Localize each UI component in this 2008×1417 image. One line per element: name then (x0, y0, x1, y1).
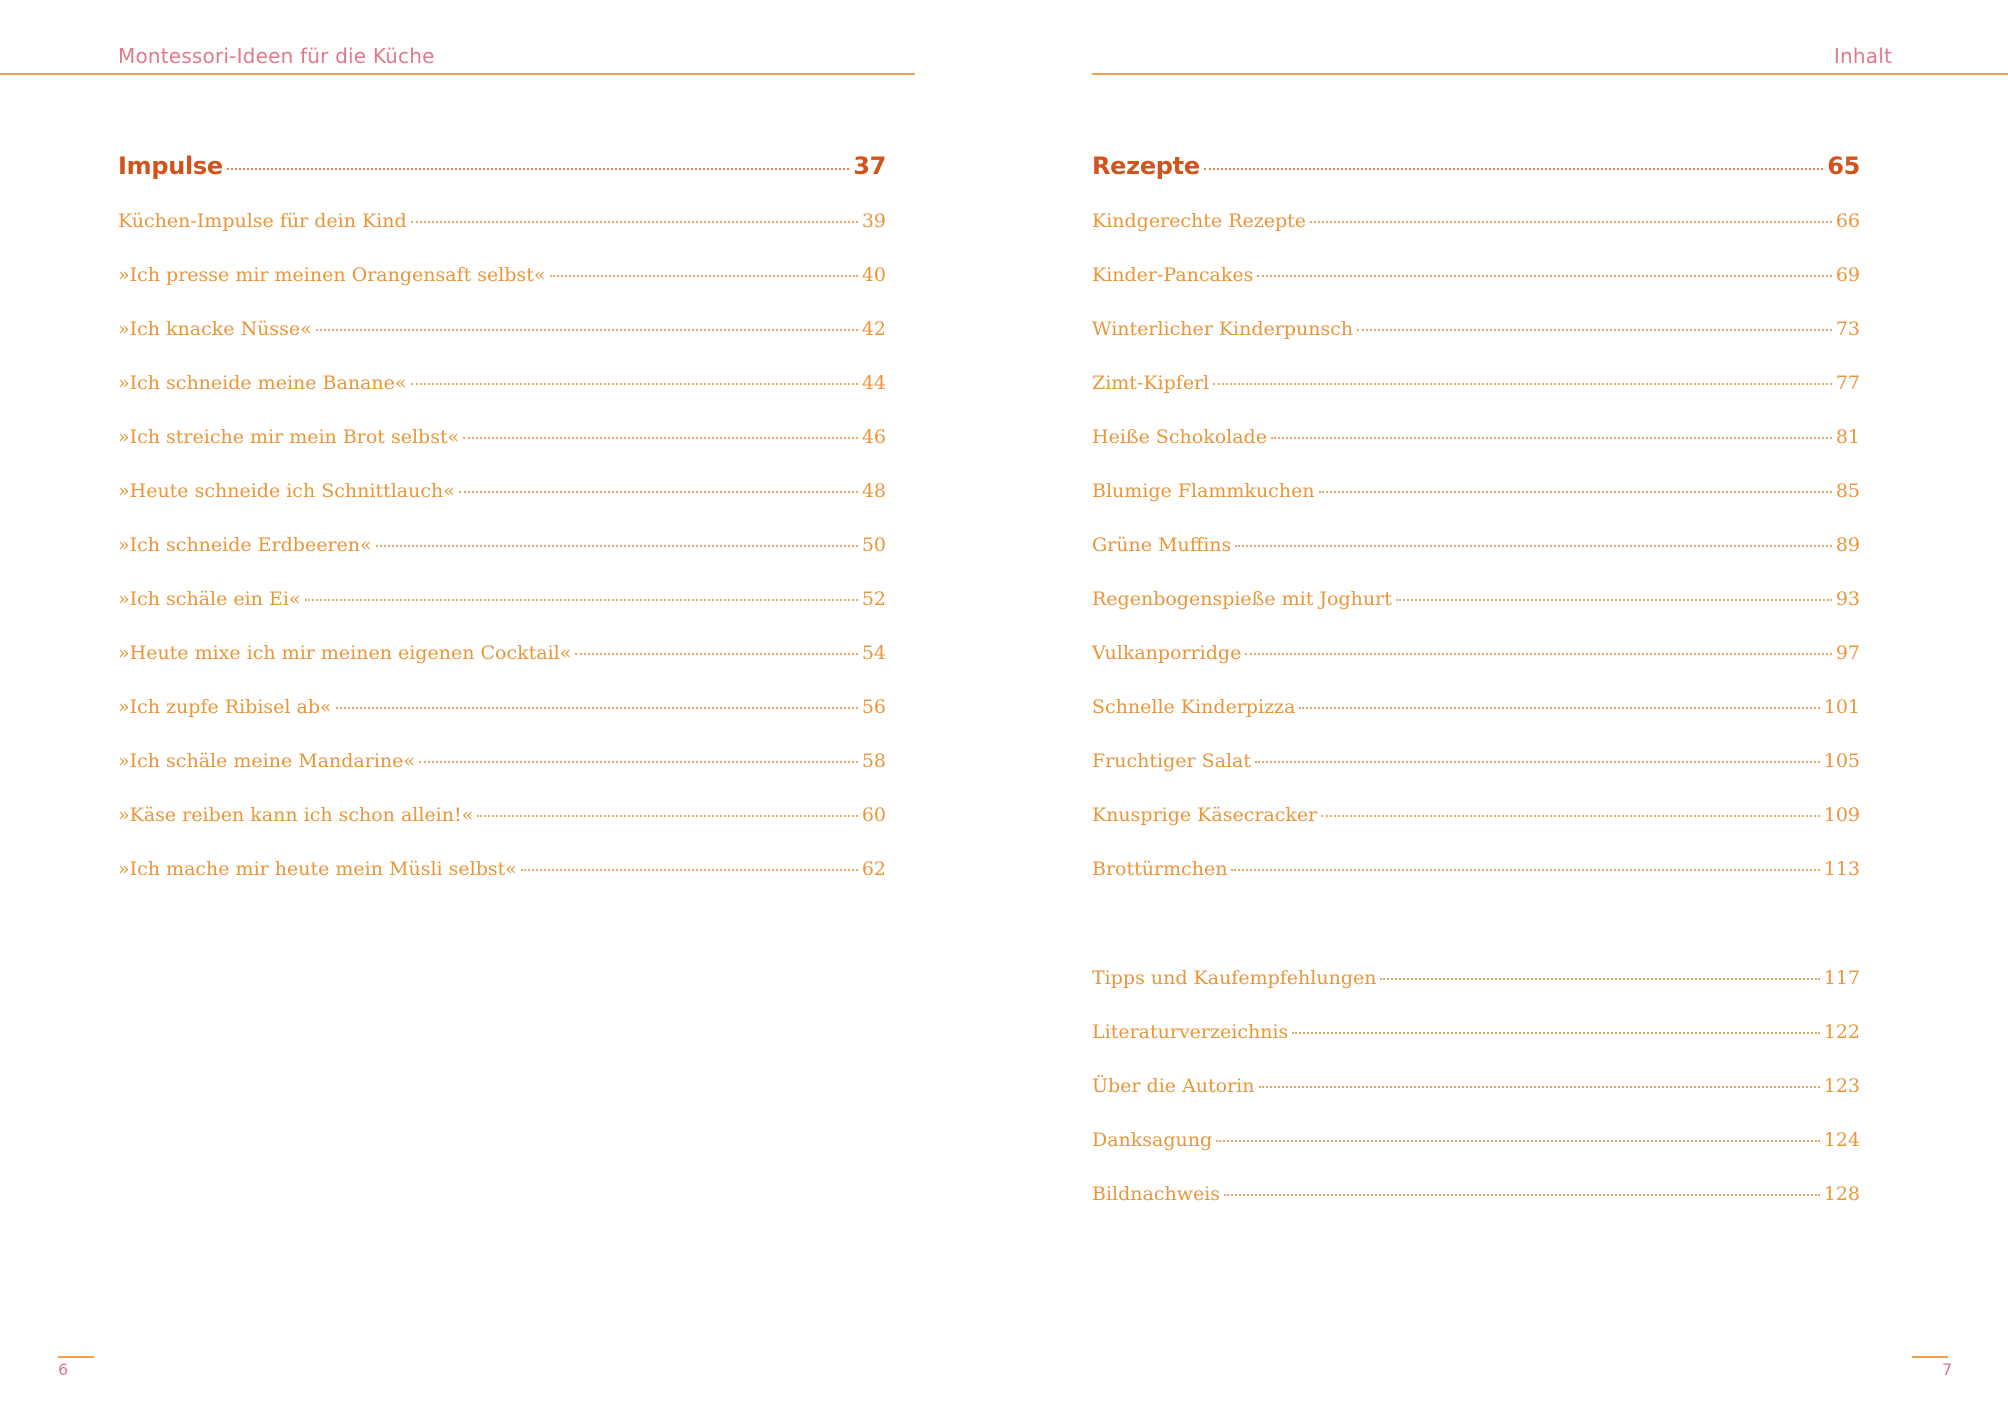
toc-entry-page: 113 (1823, 858, 1860, 880)
toc-entry-page: 46 (861, 426, 886, 448)
toc-entry-title: Literaturverzeichnis (1092, 1021, 1289, 1043)
toc-entry-title: »Ich schneide meine Banane« (118, 372, 407, 394)
page-number: 7 (1942, 1360, 1953, 1379)
dot-leader (305, 599, 858, 601)
toc-entry-title: »Käse reiben kann ich schon allein!« (118, 804, 474, 826)
toc-entry[interactable] (118, 210, 886, 264)
dot-leader (1204, 168, 1823, 170)
toc-entry-title: Brottürmchen (1092, 858, 1228, 880)
toc-entry-page: 69 (1835, 264, 1860, 286)
toc-entry[interactable] (1092, 480, 1860, 534)
toc-entry-page: 93 (1835, 588, 1860, 610)
toc-entry[interactable] (118, 642, 886, 696)
toc-entry-page: 66 (1835, 210, 1860, 232)
table-of-contents-rezepte (1092, 152, 1860, 1237)
toc-entry[interactable] (1092, 534, 1860, 588)
dot-leader (1380, 978, 1819, 980)
toc-entry-title: »Ich presse mir meinen Orangensaft selbst« (118, 264, 546, 286)
toc-appendix-entry[interactable] (1092, 1075, 1860, 1129)
toc-section-title: Impulse (118, 152, 223, 180)
dot-leader (1321, 815, 1819, 817)
toc-entry-title: »Ich schäle meine Mandarine« (118, 750, 415, 772)
toc-entry[interactable] (118, 480, 886, 534)
toc-entry-title: Blumige Flammkuchen (1092, 480, 1315, 502)
dot-leader (521, 869, 858, 871)
toc-entry[interactable] (118, 588, 886, 642)
dot-leader (1292, 1032, 1819, 1034)
toc-entry-page: 81 (1835, 426, 1860, 448)
toc-entry-page: 58 (861, 750, 886, 772)
toc-entry-page: 122 (1823, 1021, 1860, 1043)
toc-entry-title: Bildnachweis (1092, 1183, 1221, 1205)
toc-entry-title: »Ich knacke Nüsse« (118, 318, 312, 340)
toc-entry-title: Kinder-Pancakes (1092, 264, 1254, 286)
dot-leader (376, 545, 858, 547)
dot-leader (550, 275, 858, 277)
toc-entry[interactable] (118, 264, 886, 318)
folio-rule (1912, 1356, 1948, 1358)
toc-entry[interactable] (1092, 696, 1860, 750)
toc-entry-title: Tipps und Kaufempfehlungen (1092, 967, 1377, 989)
dot-leader (463, 437, 858, 439)
toc-entry-page: 42 (861, 318, 886, 340)
dot-leader (1357, 329, 1832, 331)
toc-entry[interactable] (1092, 804, 1860, 858)
page-number: 6 (58, 1360, 69, 1379)
toc-entry-title: Heiße Schokolade (1092, 426, 1267, 448)
toc-entry-title: Zimt-Kipferl (1092, 372, 1210, 394)
toc-entry[interactable] (118, 534, 886, 588)
header-rule (1092, 73, 2008, 75)
toc-entry[interactable] (118, 318, 886, 372)
toc-entry[interactable] (1092, 642, 1860, 696)
dot-leader (1299, 707, 1819, 709)
toc-entry-title: Über die Autorin (1092, 1075, 1255, 1097)
toc-entry[interactable] (1092, 858, 1860, 912)
toc-entry-page: 85 (1835, 480, 1860, 502)
running-head: Montessori-Ideen für die Küche (118, 44, 435, 68)
toc-entry-title: »Heute mixe ich mir meinen eigenen Cocktail« (118, 642, 572, 664)
toc-section-title: Rezepte (1092, 152, 1200, 180)
toc-entry-page: 60 (861, 804, 886, 826)
dot-leader (1255, 761, 1820, 763)
toc-entry[interactable] (118, 696, 886, 750)
toc-entry-page: 109 (1823, 804, 1860, 826)
toc-entry-page: 73 (1835, 318, 1860, 340)
dot-leader (411, 221, 858, 223)
toc-section-rezepte[interactable] (1092, 152, 1860, 210)
toc-appendix-entry[interactable] (1092, 1183, 1860, 1237)
toc-entry-title: »Heute schneide ich Schnittlauch« (118, 480, 455, 502)
toc-entry-title: Grüne Muffins (1092, 534, 1232, 556)
toc-entry-page: 44 (861, 372, 886, 394)
dot-leader (411, 383, 858, 385)
toc-section-page: 65 (1827, 152, 1860, 180)
toc-entry-page: 56 (861, 696, 886, 718)
toc-section-page: 37 (853, 152, 886, 180)
dot-leader (459, 491, 858, 493)
header-rule (0, 73, 915, 75)
dot-leader (1257, 275, 1831, 277)
toc-appendix-entry[interactable] (1092, 1129, 1860, 1183)
toc-entry-page: 105 (1823, 750, 1860, 772)
toc-entry-page: 50 (861, 534, 886, 556)
toc-appendix-entry[interactable] (1092, 967, 1860, 1021)
dot-leader (1245, 653, 1832, 655)
toc-entry[interactable] (1092, 372, 1860, 426)
toc-entry-page: 62 (861, 858, 886, 880)
toc-entry[interactable] (1092, 318, 1860, 372)
dot-leader (227, 168, 849, 170)
toc-entry-title: Vulkanporridge (1092, 642, 1242, 664)
dot-leader (1319, 491, 1832, 493)
dot-leader (1396, 599, 1832, 601)
dot-leader (1271, 437, 1832, 439)
dot-leader (1224, 1194, 1820, 1196)
toc-entry[interactable] (118, 426, 886, 480)
toc-entry-page: 40 (861, 264, 886, 286)
toc-entry-page: 77 (1835, 372, 1860, 394)
table-of-contents-impulse (118, 152, 886, 912)
toc-entry-page: 117 (1823, 967, 1860, 989)
toc-appendix-entry[interactable] (1092, 1021, 1860, 1075)
toc-entry-page: 97 (1835, 642, 1860, 664)
toc-entry-page: 124 (1823, 1129, 1860, 1151)
toc-entry-title: Winterlicher Kinderpunsch (1092, 318, 1354, 340)
toc-entry-page: 101 (1823, 696, 1860, 718)
toc-entry[interactable] (1092, 210, 1860, 264)
toc-entry[interactable] (1092, 588, 1860, 642)
toc-entry-title: »Ich streiche mir mein Brot selbst« (118, 426, 460, 448)
toc-entry[interactable] (1092, 426, 1860, 480)
dot-leader (1235, 545, 1832, 547)
toc-entry-page: 39 (861, 210, 886, 232)
toc-entry-title: Knusprige Käsecracker (1092, 804, 1318, 826)
dot-leader (477, 815, 858, 817)
dot-leader (316, 329, 858, 331)
toc-entry-title: »Ich mache mir heute mein Müsli selbst« (118, 858, 517, 880)
toc-entry[interactable] (118, 372, 886, 426)
dot-leader (419, 761, 858, 763)
dot-leader (336, 707, 858, 709)
toc-entry-page: 128 (1823, 1183, 1860, 1205)
toc-entry-title: »Ich schneide Erdbeeren« (118, 534, 372, 556)
dot-leader (1213, 383, 1832, 385)
toc-entry-title: Regenbogenspieße mit Joghurt (1092, 588, 1392, 610)
toc-entry-title: Schnelle Kinderpizza (1092, 696, 1296, 718)
dot-leader (1231, 869, 1819, 871)
right-page (1004, 0, 2008, 1417)
toc-entry-page: 123 (1823, 1075, 1860, 1097)
toc-section-impulse[interactable] (118, 152, 886, 210)
toc-entry-title: Kindgerechte Rezepte (1092, 210, 1307, 232)
toc-entry[interactable] (1092, 264, 1860, 318)
toc-entry[interactable] (118, 804, 886, 858)
toc-entry-title: Danksagung (1092, 1129, 1213, 1151)
toc-entry[interactable] (118, 858, 886, 912)
toc-entry-title: »Ich zupfe Ribisel ab« (118, 696, 332, 718)
toc-entry[interactable] (1092, 750, 1860, 804)
toc-entry-title: »Ich schäle ein Ei« (118, 588, 301, 610)
running-head: Inhalt (1833, 44, 1892, 68)
dot-leader (1310, 221, 1832, 223)
section-spacer (1092, 912, 1860, 967)
toc-entry-page: 54 (861, 642, 886, 664)
toc-entry-page: 48 (861, 480, 886, 502)
dot-leader (575, 653, 857, 655)
toc-entry-page: 52 (861, 588, 886, 610)
dot-leader (1216, 1140, 1820, 1142)
toc-entry-title: Fruchtiger Salat (1092, 750, 1252, 772)
toc-entry[interactable] (118, 750, 886, 804)
folio-rule (58, 1356, 94, 1358)
dot-leader (1259, 1086, 1820, 1088)
toc-entry-title: Küchen-Impulse für dein Kind (118, 210, 407, 232)
toc-entry-page: 89 (1835, 534, 1860, 556)
